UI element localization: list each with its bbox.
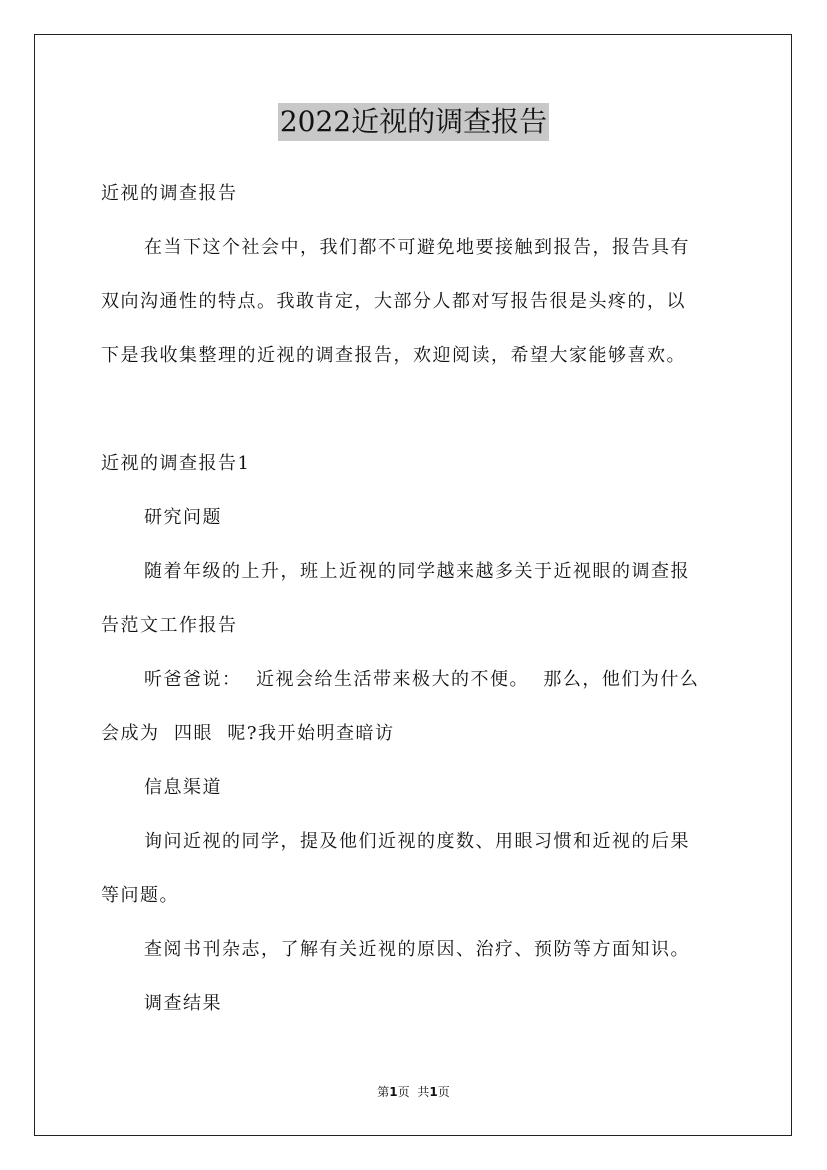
- total-suffix: 页: [437, 1085, 450, 1099]
- section-heading: 近视的调查报告1: [101, 453, 251, 474]
- subheading: 调查结果: [144, 993, 222, 1014]
- paragraph-line: 会成为 四眼 呢?我开始明查暗访: [101, 723, 395, 744]
- paragraph-line: 双向沟通性的特点。我敢肯定，大部分人都对写报告很是头疼的，以: [101, 291, 686, 312]
- paragraph-line: 在当下这个社会中，我们都不可避免地要接触到报告，报告具有: [144, 237, 690, 258]
- section-heading: 近视的调查报告: [101, 183, 238, 204]
- page-footer: [0, 1084, 827, 1100]
- page-current: 1: [389, 1085, 398, 1099]
- page-prefix: 第: [377, 1085, 390, 1099]
- paragraph-line: 随着年级的上升，班上近视的同学越来越多关于近视眼的调查报: [144, 561, 690, 582]
- total-prefix: 共: [417, 1085, 430, 1099]
- page-total: 1: [429, 1085, 438, 1099]
- paragraph-line: 查阅书刊杂志，了解有关近视的原因、治疗、预防等方面知识。: [144, 939, 690, 960]
- paragraph-line: 询问近视的同学，提及他们近视的度数、用眼习惯和近视的后果: [144, 831, 690, 852]
- subheading: 研究问题: [144, 507, 222, 528]
- document-title: 2022近视的调查报告: [278, 103, 549, 141]
- paragraph-line: 等问题。: [101, 885, 179, 906]
- paragraph-line: 听爸爸说： 近视会给生活带来极大的不便。 那么，他们为什么: [144, 669, 700, 690]
- paragraph-line: 告范文工作报告: [101, 615, 238, 636]
- page-suffix: 页: [397, 1085, 410, 1099]
- paragraph-line: 下是我收集整理的近视的调查报告，欢迎阅读，希望大家能够喜欢。: [101, 345, 686, 366]
- title-area: [0, 103, 827, 141]
- subheading: 信息渠道: [144, 777, 222, 798]
